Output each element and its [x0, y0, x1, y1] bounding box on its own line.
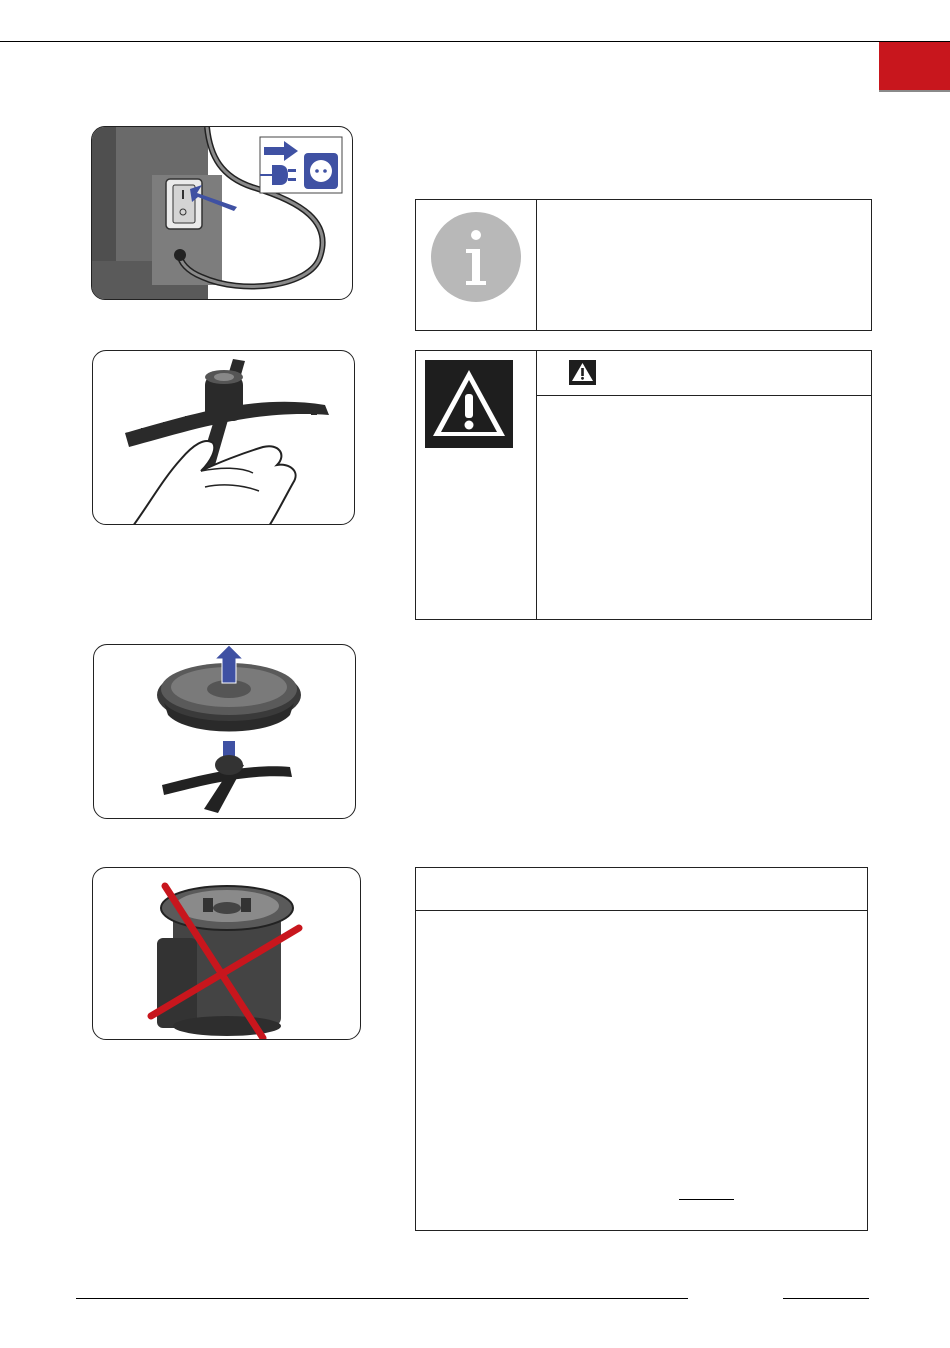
footer-rule [76, 1298, 688, 1299]
figure-switch-unplug [91, 126, 353, 300]
warning-heading-row [536, 351, 871, 396]
warning-icon-cell [416, 351, 537, 619]
info-note-box [415, 199, 872, 331]
header-rule [0, 41, 950, 42]
info-icon [430, 211, 522, 303]
figure-remove-blade-from-lid [93, 644, 356, 819]
chapter-tab [879, 42, 950, 92]
info-icon-cell [416, 200, 537, 330]
cleaning-table-header [416, 868, 867, 911]
warning-small-icon [569, 360, 596, 385]
cleaning-table-box [415, 867, 868, 1231]
warning-box [415, 350, 872, 620]
warning-triangle-icon [425, 360, 513, 448]
figure-blade-in-hand [92, 350, 355, 525]
page-number-rule [783, 1298, 869, 1299]
cleaning-link-underline [679, 1199, 734, 1200]
socket-icon [304, 153, 338, 189]
figure-incorrect-use [92, 867, 361, 1040]
